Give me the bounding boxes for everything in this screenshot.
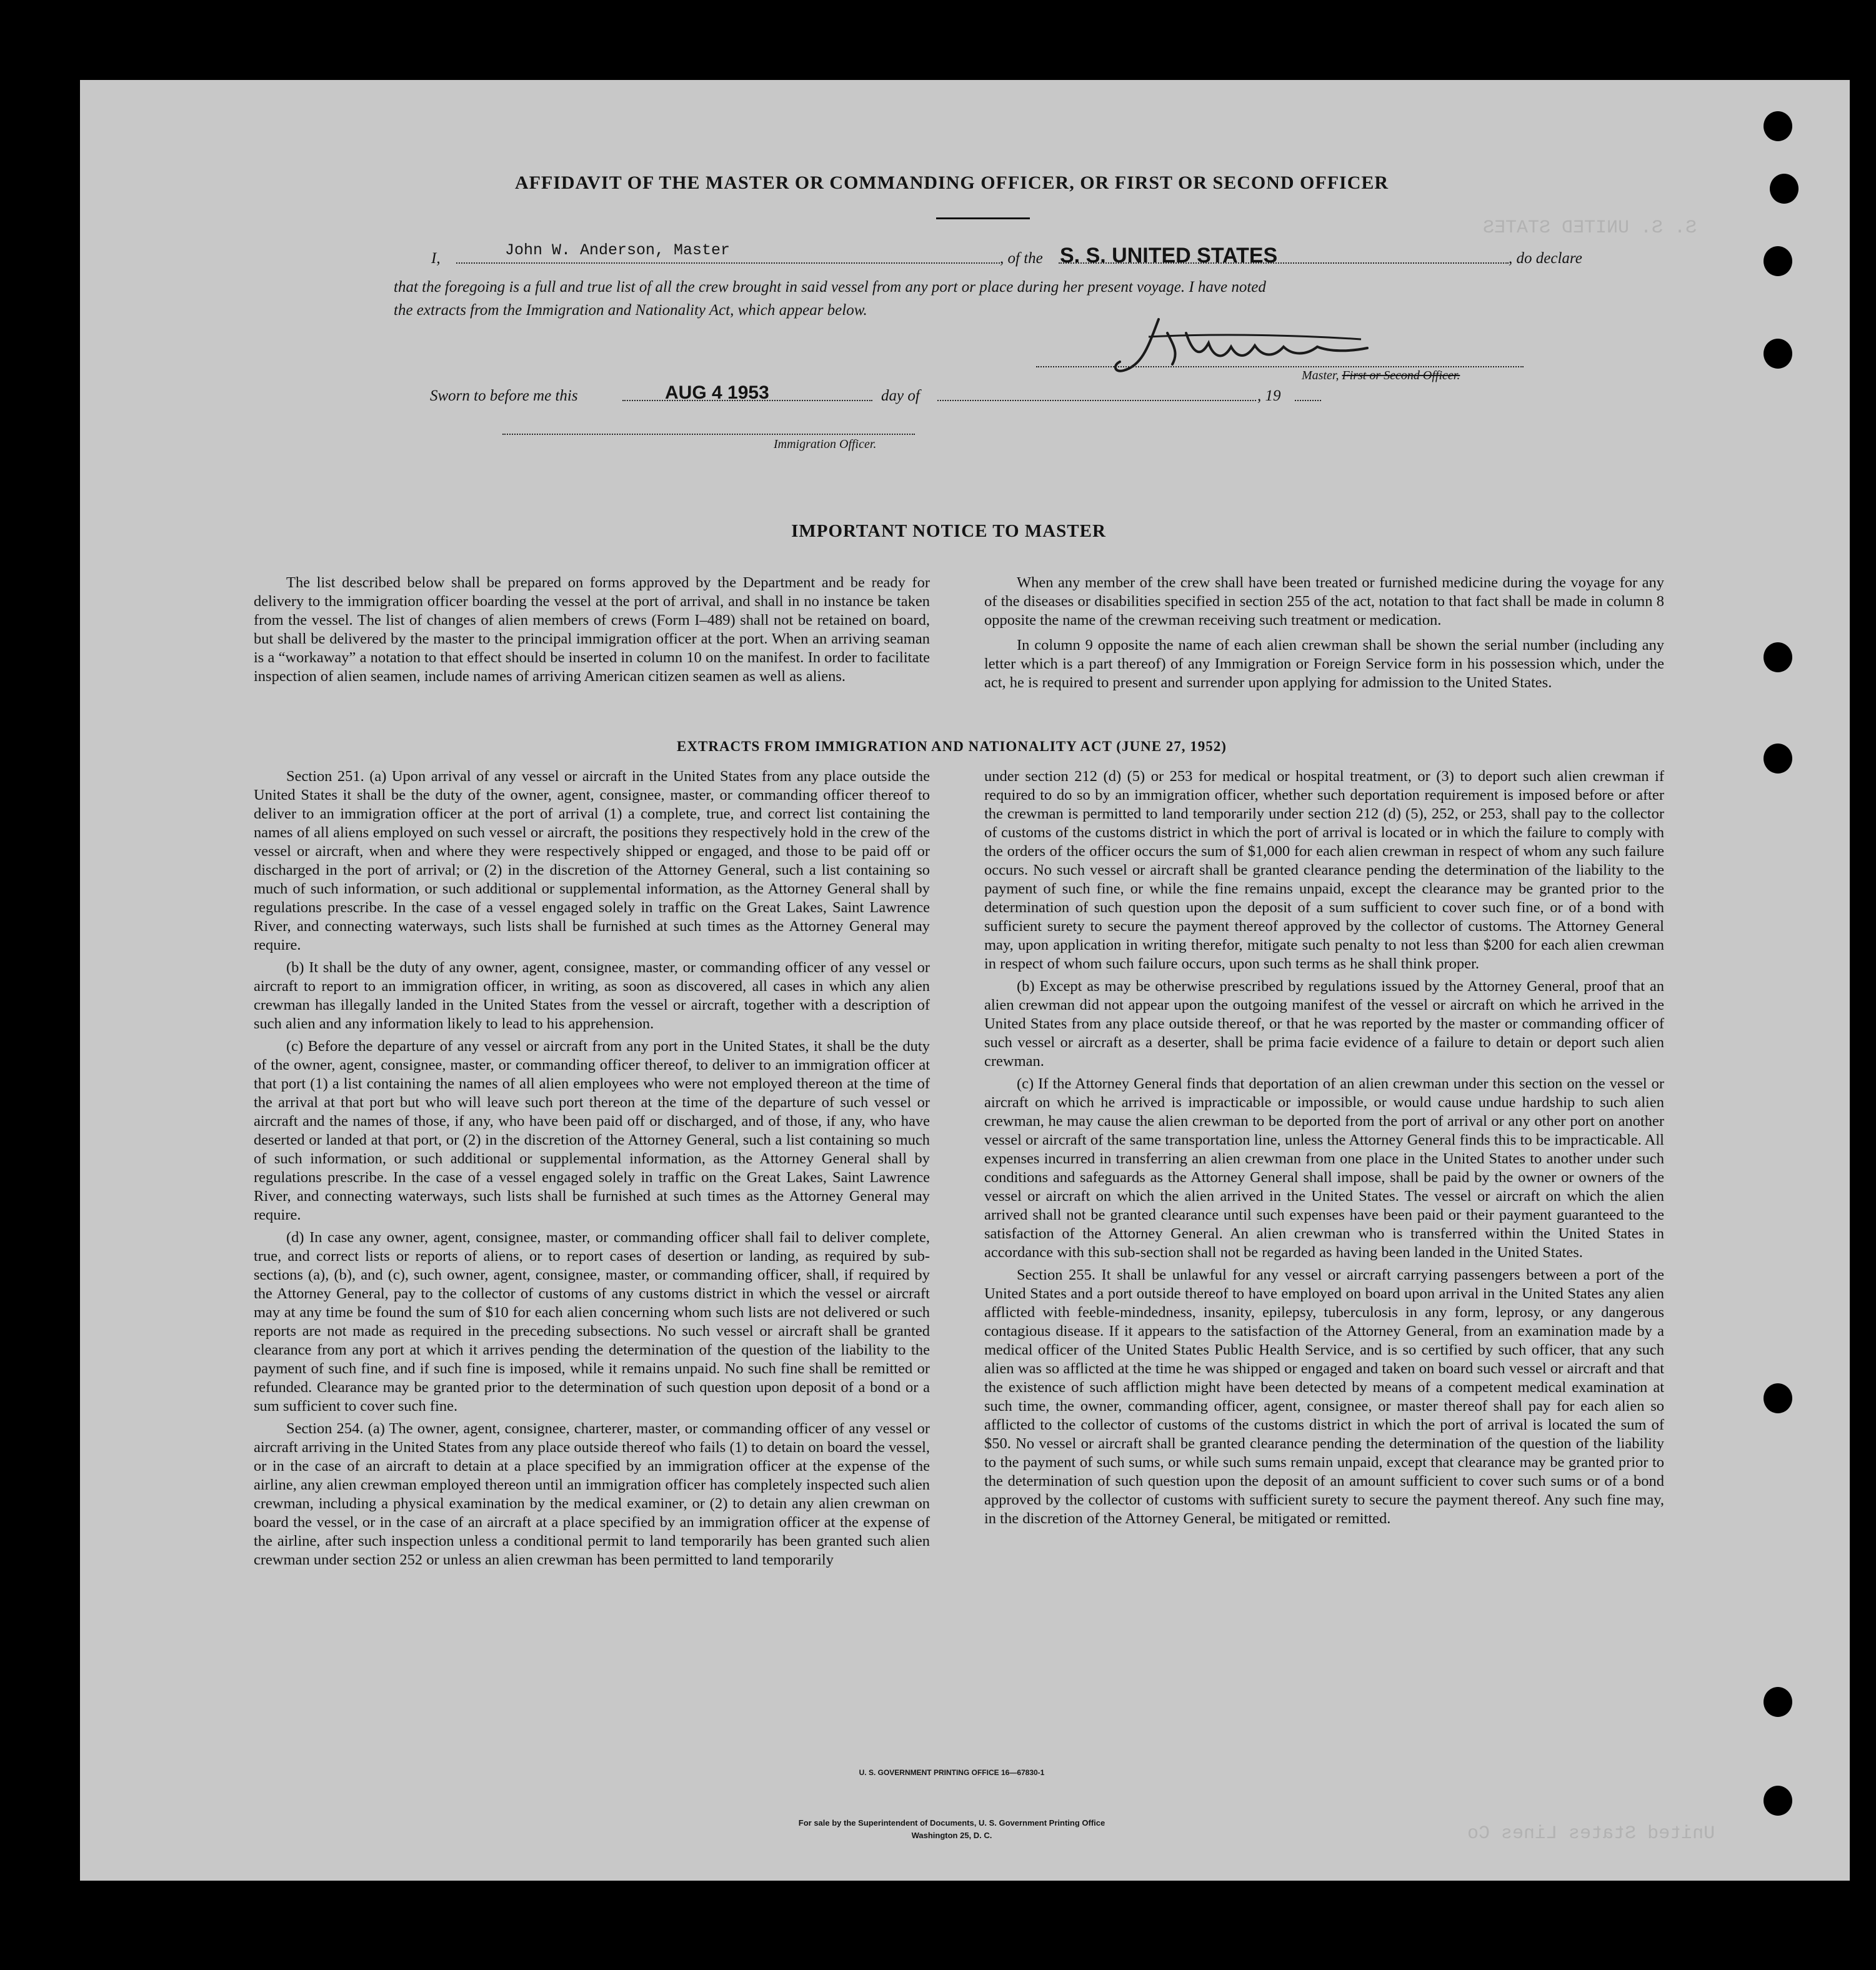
notice-right-paragraph-1: When any member of the crew shall have been treated or furnished medicine during the voyage for any of the diseases or disabilities specified in section 255 of the act, notation to that fact shall be made in column 8 opposite the name of the crewman receiving such treatment or medication.: [984, 574, 1664, 629]
label-year: , 19: [1257, 387, 1281, 404]
immigration-officer-label: Immigration Officer.: [774, 437, 877, 451]
punch-hole: [1764, 744, 1792, 774]
section-251b: (b) It shall be the duty of any owner, agent, consignee, master, or commanding officer of any vessel or aircraft to report to an immigration officer, in writing, as soon as discovered, all cases in which any alien crewman has illegally landed in the United States from the vessel or aircraft, together with a description of such alien and any information likely to lead to his apprehension.: [254, 959, 930, 1032]
master-label: [1302, 369, 1460, 383]
struck-officer-titles: First or Second Officer.: [1342, 369, 1460, 382]
vessel-name: S. S. UNITED STATES: [1060, 244, 1278, 267]
punch-hole: [1764, 246, 1792, 276]
master-title: Master,: [1302, 369, 1339, 382]
affidavit-title: AFFIDAVIT OF THE MASTER OR COMMANDING OFFICER, OR FIRST OR SECOND OFFICER: [514, 172, 1389, 193]
month-line: [937, 400, 1256, 401]
punch-hole: [1764, 111, 1792, 141]
signature-line: [1036, 366, 1524, 367]
sale-notice-line-2: Washington 25, D. C.: [911, 1831, 992, 1840]
title-rule: [936, 217, 1030, 219]
gpo-imprint: U. S. GOVERNMENT PRINTING OFFICE 16—67830-1: [859, 1768, 1045, 1777]
master-name: John W. Anderson, Master: [505, 241, 731, 259]
notice-left-paragraph: The list described below shall be prepared on forms approved by the Department and be ready for delivery to the immigration officer boarding the vessel at the port of arrival, and shall in no instance be taken from the vessel. The list of changes of alien members of crews (Form I–489) shall not be retained on board, but shall be delivered by the master to the principal immigration officer at the port. When an arriving seaman is a “workaway” a notation to that effect should be inserted in column 10 on the manifest. In order to facilitate inspection of alien seamen, include names of arriving American citizen seamen as well as aliens.: [254, 574, 930, 685]
label-do-declare: , do declare: [1509, 250, 1582, 267]
punch-hole: [1764, 339, 1792, 369]
extracts-title: EXTRACTS FROM IMMIGRATION AND NATIONALITY ACT (JUNE 27, 1952): [677, 739, 1227, 754]
section-251a: Section 251. (a) Upon arrival of any vessel or aircraft in the United States from any place outside the United States it shall be the duty of the owner, agent, consignee, master, or commanding officer thereof to deliver to an immigration officer at the port of arrival (1) a complete, true, and correct list containing the names of all aliens employed on such vessel or aircraft, the positions they respectively hold in the crew of the vessel or aircraft, when and where they were respectively shipped or engaged, and those to be paid off or discharged in the port of arrival; or (2) in the discretion of the Attorney General, such a list containing so much of such information, or such additional or supplemental information, as the Attorney General shall by regulations prescribe. In the case of a vessel engaged solely in traffic on the Great Lakes, Saint Lawrence River, and connecting waterways, such lists shall be furnished at such times as the Attorney General may require.: [254, 768, 930, 953]
officer-signature-line: [502, 434, 915, 435]
label-of-the: , of the: [1000, 250, 1043, 267]
year-line: [1295, 400, 1321, 401]
section-254b: (b) Except as may be otherwise prescribed by regulations issued by the Attorney General, proof that an alien crewman did not appear upon the outgoing manifest of the vessel or aircraft on which he arrived in the United States from any place outside thereof, or that he was reported by the master or commanding officer of such vessel or aircraft as a deserter, shall be prima facie evidence of a failure to detain or deport such alien crewman.: [984, 978, 1664, 1070]
label-sworn: Sworn to before me this: [430, 387, 578, 404]
notice-left-column: [254, 574, 930, 690]
punch-hole: [1770, 174, 1799, 204]
declaration-line-3: the extracts from the Immigration and Nationality Act, which appear below.: [394, 302, 867, 319]
section-251c: (c) Before the departure of any vessel or aircraft from any port in the United States, it shall be the duty of the owner, agent, consignee, master, or commanding officer thereof, to deliver to an immigration officer at that port (1) a list containing the names of all alien employees who were not employed thereon at the time of the arrival at that port but who will leave such port thereon at the time of the departure of such vessel or aircraft and the names of those, if any, who have been paid off or discharged, and of those, if any, who have deserted or landed at that port, or (2) in the discretion of the Attorney General, such a list containing so much of such information, or such additional or supplemental information, as the Attorney General shall by regulations prescribe. In the case of a vessel engaged solely in traffic on the Great Lakes, Saint Lawrence River, and connecting waterways, such lists shall be furnished at such times as the Attorney General may require.: [254, 1038, 930, 1223]
section-251d: (d) In case any owner, agent, consignee, master, or commanding officer shall fail to deliver complete, true, and correct lists or reports of aliens, or to report cases of desertion or landing, as required by sub-sections (a), (b), and (c), such owner, agent, consignee, master, or commanding officer, shall, if required by the Attorney General, pay to the collector of customs of any customs district in which the vessel or aircraft may at any time be found the sum of $10 for each alien concerning whom such lists are not delivered or such reports are not made as required in the preceding subsections. No such vessel or aircraft shall be granted clearance from any port at which it arrives pending the determination of the question of the liability to the payment of such fine, and if such fine is imposed, while it remains unpaid. No such fine shall be remitted or refunded. Clearance may be granted prior to the determination of such question upon deposit of a bond or a sum sufficient to cover such fine.: [254, 1229, 930, 1415]
extracts-right-column: [984, 767, 1664, 1532]
document-page: [80, 80, 1850, 1881]
punch-hole: [1764, 642, 1792, 672]
bleed-through-vessel: S. S. UNITED STATES: [1483, 217, 1697, 239]
date-stamp: AUG 4 1953: [665, 382, 769, 403]
declaration-line-2: that the foregoing is a full and true list of all the crew brought in said vessel from any port or place during her present voyage. I have noted: [394, 279, 1266, 296]
punch-hole: [1764, 1687, 1792, 1717]
bleed-through-bottom: United States Lines Co: [1467, 1823, 1715, 1844]
punch-hole: [1764, 1786, 1792, 1816]
section-254a: Section 254. (a) The owner, agent, consignee, charterer, master, or commanding officer of any vessel or aircraft arriving in the United States from any place outside thereof who fails (1) to detain on board the vessel, or in the case of an aircraft to detain at a place specified by an immigration officer at the expense of the airline, any alien crewman employed thereon until an immigration officer has completely inspected such alien crewman, including a physical examination by the medical examiner, or (2) to detain any alien crewman on board the vessel, or in the case of an aircraft at a place specified by an immigration officer at the expense of the airline, after such inspection unless a conditional permit to land temporarily has been granted such alien crewman under section 252 or unless an alien crewman has been permitted to land temporarily: [254, 1420, 930, 1568]
label-i: I,: [431, 250, 441, 267]
notice-right-paragraph-2: In column 9 opposite the name of each alien crewman shall be shown the serial number (including any letter which is a part thereof) of any Immigration or Foreign Service form in his possession which, under the act, he is required to present and surrender upon applying for admission to the United States.: [984, 637, 1664, 691]
sale-notice-line-1: For sale by the Superintendent of Documents, U. S. Government Printing Office: [798, 1818, 1105, 1828]
punch-hole: [1764, 1383, 1792, 1413]
section-254a-continued: under section 212 (d) (5) or 253 for medical or hospital treatment, or (3) to deport such alien crewman if required to do so by an immigration officer, whether such deportation requirement is imposed before or after the crewman is permitted to land temporarily under section 212 (d) (5), 252, or 253, shall pay to the collector of customs of the customs district in which the port of arrival is located or in which the failure to comply with the orders of the officer occurs the sum of $1,000 for each alien crewman in respect of whom any such failure occurs. No such vessel or aircraft shall be granted clearance pending the determination of the liability to the payment of such fine, or while the fine remains unpaid, except the clearance may be granted prior to the determination of such question upon the deposit of a sum sufficient to cover such fine, or of a bond with sufficient surety to secure the payment thereof approved by the collector of customs. The Attorney General may, upon application in writing therefor, mitigate such penalty to not less than $200 for each alien crewman in respect of whom such failure occurs, upon such terms as he shall think proper.: [984, 768, 1664, 972]
extracts-left-column: [254, 767, 930, 1573]
section-255: Section 255. It shall be unlawful for any vessel or aircraft carrying passengers between a port of the United States and a port outside thereof to have employed on board upon arrival in the United States any alien afflicted with feeble-mindedness, insanity, epilepsy, tuberculosis in any form, leprosy, or any dangerous contagious disease. If it appears to the satisfaction of the Attorney General, from an examination made by a medical officer of the United States Public Health Service, and is so certified by such officer, that any such alien was so afflicted at the time he was shipped or engaged and taken on board such vessel or aircraft and that the existence of such affliction might have been detected by means of a competent medical examination at such time, the owner, commanding officer, agent, consignee, or master thereof shall pay for each alien so afflicted to the collector of customs of the customs district in which the port of arrival is located the sum of $50. No vessel or aircraft shall be granted clearance pending the determination of the question of the liability to the payment of such sums, or while such sums remain unpaid, except that clearance may be granted prior to the determination of such question upon the deposit of an amount sufficient to cover such sums or of a bond approved by the collector of customs with sufficient surety to secure the payment thereof. Any such fine may, in the discretion of the Attorney General, be mitigated or remitted.: [984, 1266, 1664, 1527]
notice-right-column: [984, 574, 1664, 696]
label-day-of: day of: [881, 387, 920, 404]
notice-title: IMPORTANT NOTICE TO MASTER: [791, 521, 1106, 541]
name-field-line: [456, 262, 1000, 264]
section-254c: (c) If the Attorney General finds that deportation of an alien crewman under this section on the vessel or aircraft on which he arrived is impracticable or impossible, or would cause undue hardship to such alien crewman, he may cause the alien crewman to be deported from the port of arrival or any other port on another vessel or aircraft of the same transportation line, unless the Attorney General finds this to be impracticable. All expenses incurred in transferring an alien crewman from one place in the United States to another under such conditions and safeguards as the Attorney General shall impose, shall be paid by the owner or owners of the vessel or aircraft on which the alien arrived in the United States. The vessel or aircraft on which the alien arrived shall not be granted clearance until such expenses have been paid or their payment guaranteed to the satisfaction of the Attorney General. An alien crewman who is transferred within the United States in accordance with this sub-section shall not be regarded as having been landed in the United States.: [984, 1075, 1664, 1261]
